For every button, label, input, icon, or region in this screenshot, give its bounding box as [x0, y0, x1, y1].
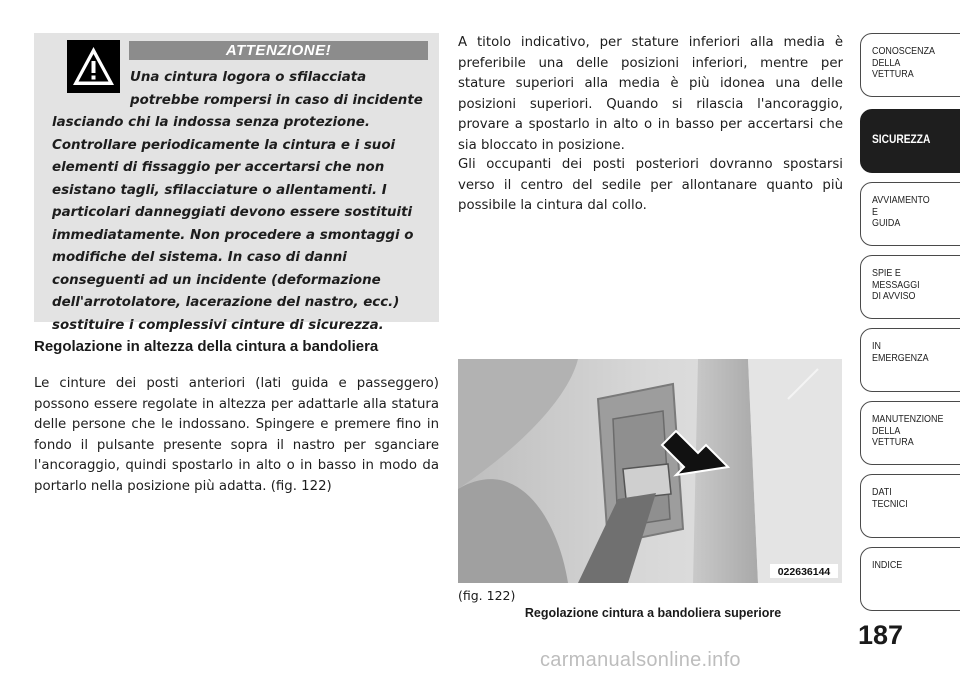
side-tab-label: IN EMERGENZA [872, 340, 929, 364]
side-tab-5[interactable] [860, 401, 960, 465]
figure-label: (fig. 122) [458, 588, 516, 603]
side-tab-label: DATI TECNICI [872, 486, 908, 510]
side-tab-0[interactable] [860, 33, 960, 97]
side-tab-label: INDICE [872, 559, 903, 571]
warning-title: ATTENZIONE! [129, 41, 428, 60]
side-tab-label: MANUTENZIONE DELLA VETTURA [872, 413, 944, 448]
side-tab-6[interactable] [860, 474, 960, 538]
side-tab-3[interactable] [860, 255, 960, 319]
section-heading: Regolazione in altezza della cintura a bandoliera [34, 338, 379, 355]
side-tab-2[interactable] [860, 182, 960, 246]
right-paragraph-2: Gli occupanti dei posti posteriori dovranno spostarsi verso il centro del sedile per allontanare quanto più possibile la cintura dal collo. [458, 157, 843, 213]
side-tab-1[interactable] [860, 109, 960, 173]
figure-code: 022636144 [777, 566, 831, 578]
side-tab-7[interactable] [860, 547, 960, 611]
anchor-button [623, 464, 671, 499]
side-tab-label: SPIE E MESSAGGI DI AVVISO [872, 267, 920, 302]
figure-photo [458, 359, 842, 583]
section-paragraph: Le cinture dei posti anteriori (lati guida e passeggero) possono essere regolate in altezza per adattarle alla statura delle persone che le indossano. Spingere e premere fino in fondo il pulsante presente sopra il nastro per sganciare l'ancoraggio, quindi spostarlo in alto o in basso in modo da portarlo nella posizione più adatta. (fig. 122) [34, 376, 439, 494]
figure-caption: Regolazione cintura a bandoliera superiore [524, 606, 782, 620]
watermark: carmanualsonline.info [540, 649, 741, 671]
right-paragraph-1: A titolo indicativo, per stature inferiori alla media è preferibile una delle posizioni inferiori, mentre per stature superiori alla media è più idonea una delle posizioni superiori. Quando si rilascia l'ancoraggio, provare a spostarlo in alto o in basso per accertarsi che sia bloccato in posizione. [458, 35, 843, 153]
warning-box [34, 33, 439, 333]
side-tab-label: SICUREZZA [872, 132, 931, 146]
warning-text: Una cintura logora o sfilacciata potrebbe rompersi in caso di incidente lasciando chi la indossa senza protezione. Controllare periodicamente la cintura e i suoi elementi di fissaggio per accertarsi che non esistano tagli, sfilacciature o allentamenti. I particolari danneggiati devono essere sostituiti immediatamente. Non procedere a smontaggi o modifiche del sistema. In caso di danni conseguenti ad un incidente (deformazione dell'arrotolatore, lacerazione del nastro, ecc.) sostituire i complessivi cinture di sicurezza. [52, 70, 423, 333]
side-tab-4[interactable] [860, 328, 960, 392]
side-tab-label: CONOSCENZA DELLA VETTURA [872, 45, 935, 80]
side-tab-label: AVVIAMENTO E GUIDA [872, 194, 930, 229]
page-number: 187 [858, 620, 904, 650]
